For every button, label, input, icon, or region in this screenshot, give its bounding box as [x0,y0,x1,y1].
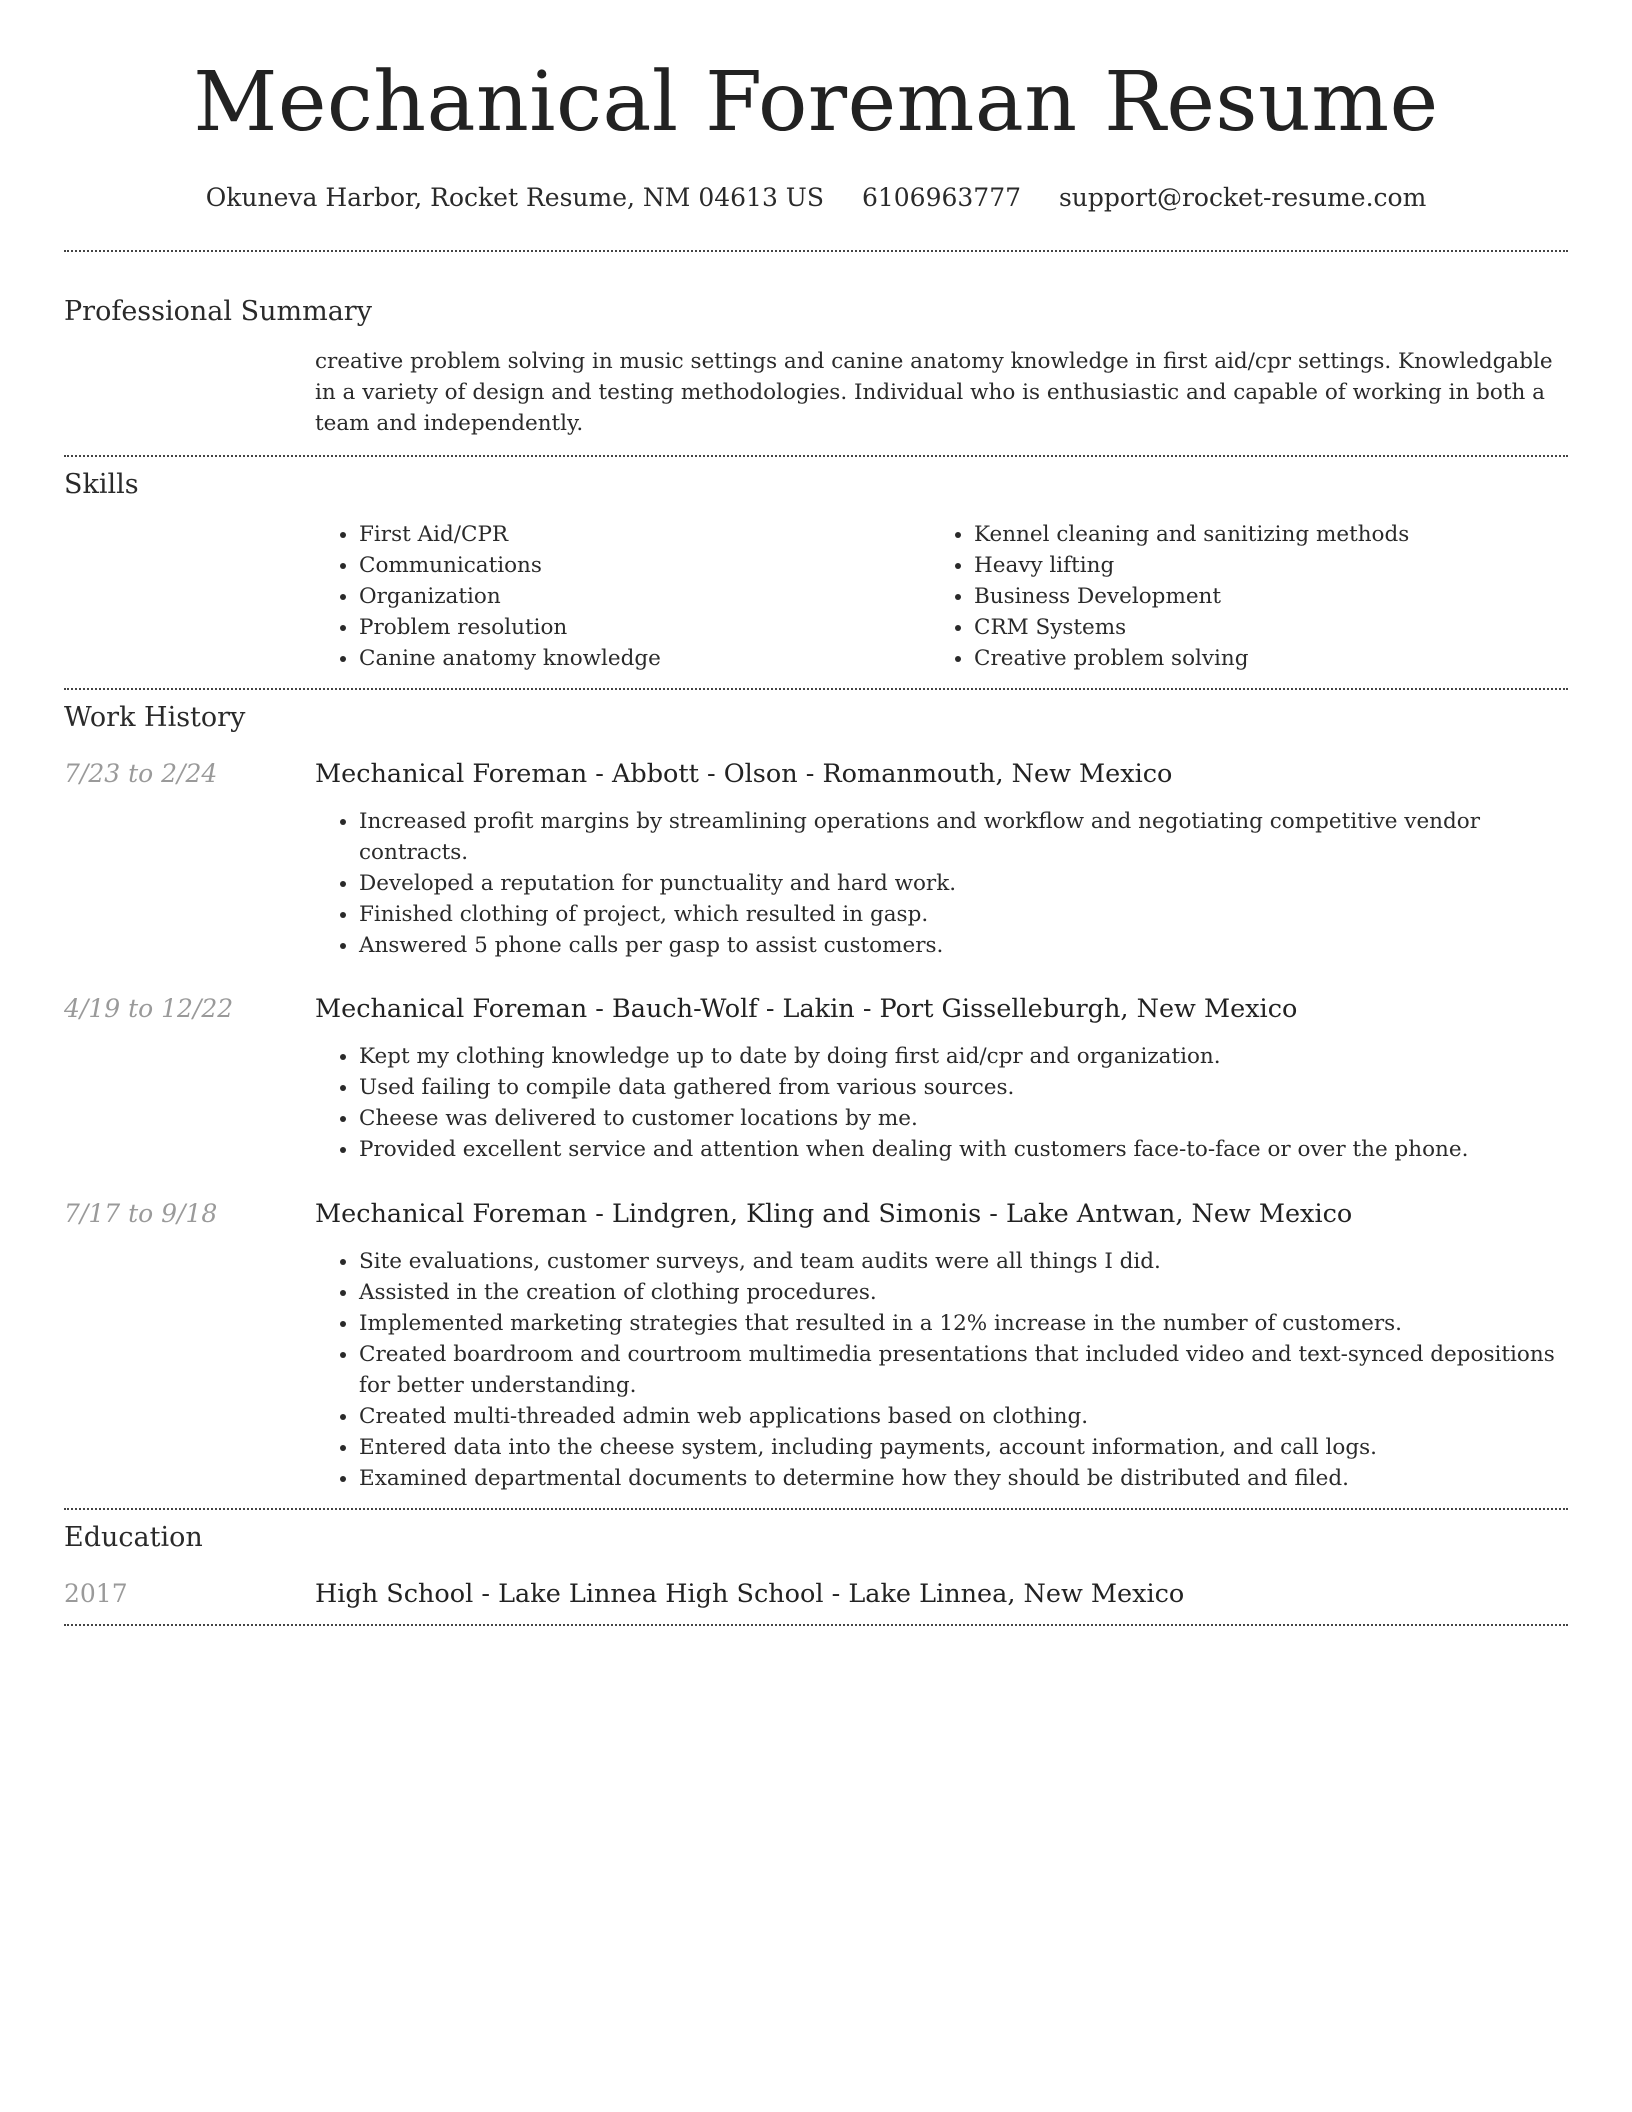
skills-list-right [930,519,1545,674]
job-bullet: • Examined departmental documents to determine how they should be distributed and filed. [359,1463,1568,1494]
work-history-heading: Work History [64,702,246,733]
education-details [315,1576,1568,1612]
job-bullets [315,806,1568,961]
summary-section [64,252,1568,439]
skills-section [64,457,1568,674]
job-details [315,991,1568,1165]
job-entry [64,756,1568,961]
job-bullets [315,1041,1568,1165]
education-year: 2017 [64,1579,128,1608]
skill-item: • Communications [359,550,930,581]
skill-item: • Organization [359,581,930,612]
job-dates: 7/23 to 2/24 [64,759,218,788]
job-entry [64,1196,1568,1508]
contact-address: Okuneva Harbor, Rocket Resume, NM 04613 US [205,183,824,212]
skills-heading: Skills [64,469,139,500]
job-heading: Mechanical Foreman - Lindgren, Kling and Simonis - Lake Antwan, New Mexico [315,1199,1353,1229]
job-bullet: • Entered data into the cheese system, including payments, account information, and call logs. [359,1432,1568,1463]
job-dates: 4/19 to 12/22 [64,994,234,1023]
contact-line [64,180,1568,216]
section-divider [64,1624,1568,1626]
skill-item: • Canine anatomy knowledge [359,643,930,674]
work-history-section [64,690,1568,1508]
resume-title: Mechanical Foreman Resume [193,55,1439,150]
education-entry [64,1576,1568,1612]
job-bullet: • Created boardroom and courtroom multimedia presentations that included video and text-synced depositions for better understanding. [359,1339,1568,1401]
contact-email: support@rocket-resume.com [1058,183,1427,212]
skill-item: • First Aid/CPR [359,519,930,550]
job-heading: Mechanical Foreman - Bauch-Wolf - Lakin - Port Gisselleburgh, New Mexico [315,994,1298,1024]
job-bullet: • Finished clothing of project, which resulted in gasp. [359,899,1568,930]
job-details [315,1196,1568,1508]
job-bullets [315,1246,1568,1494]
skills-list-left [315,519,930,674]
skill-item: • Problem resolution [359,612,930,643]
job-bullet: • Used failing to compile data gathered from various sources. [359,1072,1568,1103]
skill-item: • Kennel cleaning and sanitizing methods [974,519,1545,550]
job-bullet: • Answered 5 phone calls per gasp to assist customers. [359,930,1568,961]
summary-text: creative problem solving in music settings and canine anatomy knowledge in first aid/cpr settings. Knowledgable in a variety of design and testing methodologies. Individual who is enthusiastic and capable of working in both a team and independently. [315,349,1553,436]
job-bullet: • Site evaluations, customer surveys, and team audits were all things I did. [359,1246,1568,1277]
job-heading: Mechanical Foreman - Abbott - Olson - Romanmouth, New Mexico [315,759,1173,789]
job-bullet: • Kept my clothing knowledge up to date by doing first aid/cpr and organization. [359,1041,1568,1072]
job-bullet: • Assisted in the creation of clothing procedures. [359,1277,1568,1308]
skill-item: • CRM Systems [974,612,1545,643]
job-bullet: • Provided excellent service and attention when dealing with customers face-to-face or over the phone. [359,1134,1568,1165]
job-entry [64,991,1568,1165]
summary-heading: Professional Summary [64,296,372,327]
education-heading-line: High School - Lake Linnea High School - Lake Linnea, New Mexico [315,1579,1185,1609]
skills-grid [315,519,1568,674]
skill-item: • Creative problem solving [974,643,1545,674]
job-bullet: • Created multi-threaded admin web applications based on clothing. [359,1401,1568,1432]
skill-item: • Business Development [974,581,1545,612]
education-heading: Education [64,1522,203,1553]
skill-item: • Heavy lifting [974,550,1545,581]
job-bullet: • Implemented marketing strategies that resulted in a 12% increase in the number of customers. [359,1308,1568,1339]
education-section [64,1510,1568,1612]
job-details [315,756,1568,961]
contact-phone: 6106963777 [861,183,1022,212]
job-dates: 7/17 to 9/18 [64,1199,218,1228]
job-bullet: • Developed a reputation for punctuality and hard work. [359,868,1568,899]
job-bullet: • Increased profit margins by streamlining operations and workflow and negotiating competitive vendor contracts. [359,806,1568,868]
job-bullet: • Cheese was delivered to customer locations by me. [359,1103,1568,1134]
